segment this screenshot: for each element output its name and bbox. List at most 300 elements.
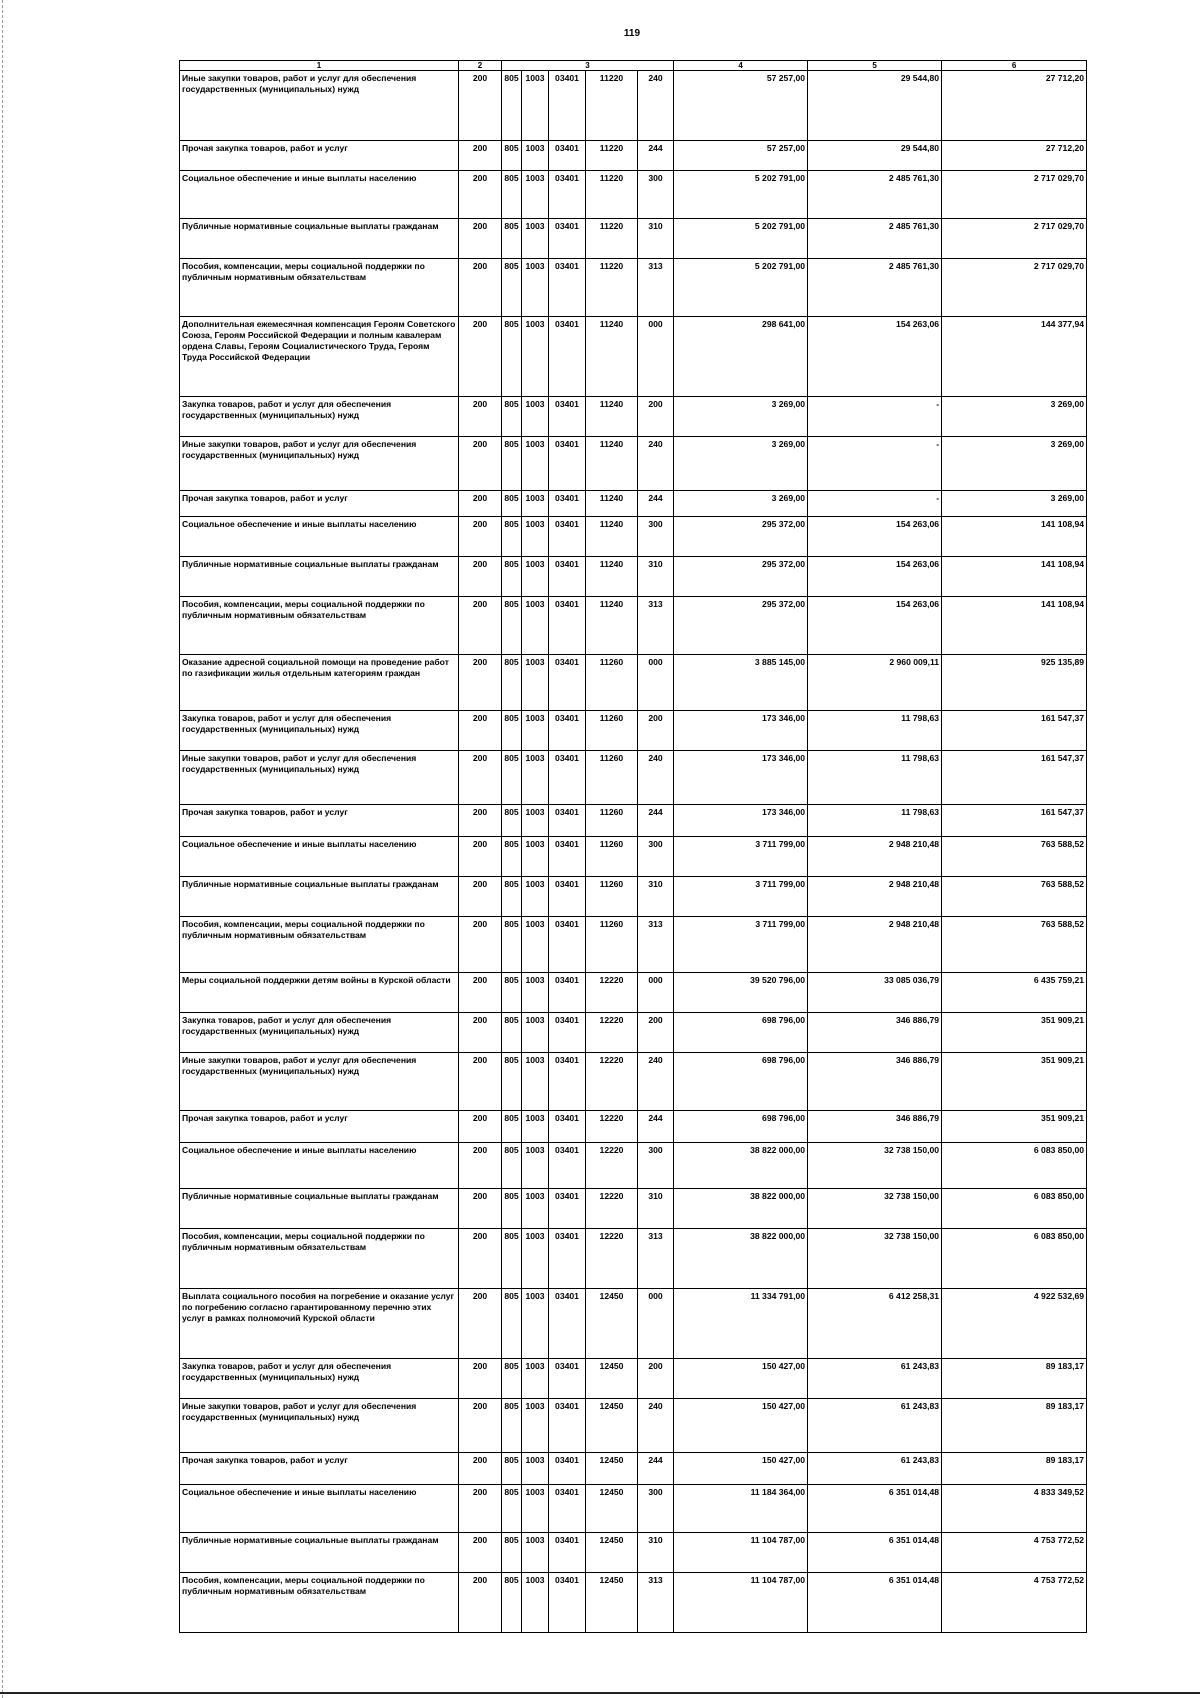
row-executed-amount-cell: 6 351 014,48 (808, 1485, 942, 1533)
row-executed-amount-cell: - (808, 491, 942, 517)
row-direction-code-cell: 12450 (586, 1289, 638, 1359)
row-program-code-cell: 03401 (549, 1453, 586, 1485)
row-program-code-cell: 03401 (549, 973, 586, 1013)
table-row (180, 557, 1087, 597)
row-code-1003-cell: 1003 (522, 751, 549, 805)
row-remaining-amount-cell: 6 435 759,21 (942, 973, 1087, 1013)
row-admin-code-cell: 200 (459, 1533, 502, 1573)
row-planned-amount-cell: 3 885 145,00 (674, 655, 808, 711)
row-admin-code-cell: 200 (459, 71, 502, 141)
table-row (180, 1229, 1087, 1289)
row-executed-amount-cell: 2 948 210,48 (808, 837, 942, 877)
row-direction-code-cell: 12450 (586, 1399, 638, 1453)
row-admin-code-cell: 200 (459, 1359, 502, 1399)
row-expense-type-cell: 300 (638, 171, 674, 219)
table-row (180, 171, 1087, 219)
row-program-code-cell: 03401 (549, 1053, 586, 1111)
row-planned-amount-cell: 173 346,00 (674, 751, 808, 805)
row-executed-amount-cell: 2 485 761,30 (808, 219, 942, 259)
row-code-805-cell: 805 (502, 711, 522, 751)
row-code-1003-cell: 1003 (522, 1359, 549, 1399)
row-name-cell: Закупка товаров, работ и услуг для обеспечения государственных (муниципальных) нужд (180, 711, 459, 751)
row-expense-type-cell: 200 (638, 1013, 674, 1053)
row-expense-type-cell: 244 (638, 141, 674, 171)
row-admin-code-cell: 200 (459, 219, 502, 259)
row-code-1003-cell: 1003 (522, 491, 549, 517)
row-remaining-amount-cell: 351 909,21 (942, 1111, 1087, 1143)
table-row (180, 1453, 1087, 1485)
row-direction-code-cell: 11220 (586, 219, 638, 259)
row-code-805-cell: 805 (502, 597, 522, 655)
scan-margin-line (2, 0, 3, 1698)
row-program-code-cell: 03401 (549, 141, 586, 171)
row-name-cell: Публичные нормативные социальные выплаты гражданам (180, 1189, 459, 1229)
row-program-code-cell: 03401 (549, 219, 586, 259)
row-name-cell: Социальное обеспечение и иные выплаты населению (180, 1485, 459, 1533)
row-executed-amount-cell: 32 738 150,00 (808, 1189, 942, 1229)
table-row (180, 437, 1087, 491)
row-code-805-cell: 805 (502, 1533, 522, 1573)
row-expense-type-cell: 310 (638, 1189, 674, 1229)
row-program-code-cell: 03401 (549, 1143, 586, 1189)
row-direction-code-cell: 11240 (586, 597, 638, 655)
row-code-1003-cell: 1003 (522, 517, 549, 557)
row-admin-code-cell: 200 (459, 655, 502, 711)
table-row (180, 1399, 1087, 1453)
row-code-1003-cell: 1003 (522, 655, 549, 711)
table-row (180, 397, 1087, 437)
row-direction-code-cell: 11260 (586, 711, 638, 751)
row-program-code-cell: 03401 (549, 1399, 586, 1453)
row-executed-amount-cell: 2 948 210,48 (808, 877, 942, 917)
row-code-1003-cell: 1003 (522, 1143, 549, 1189)
table-row (180, 1111, 1087, 1143)
row-code-805-cell: 805 (502, 655, 522, 711)
row-program-code-cell: 03401 (549, 1111, 586, 1143)
row-code-1003-cell: 1003 (522, 557, 549, 597)
row-remaining-amount-cell: 141 108,94 (942, 597, 1087, 655)
row-expense-type-cell: 240 (638, 71, 674, 141)
row-name-cell: Прочая закупка товаров, работ и услуг (180, 1111, 459, 1143)
table-row (180, 655, 1087, 711)
row-name-cell: Иные закупки товаров, работ и услуг для обеспечения государственных (муниципальных) нужд (180, 751, 459, 805)
header-col-5: 5 (808, 61, 942, 71)
row-executed-amount-cell: 32 738 150,00 (808, 1229, 942, 1289)
row-code-1003-cell: 1003 (522, 711, 549, 751)
row-direction-code-cell: 12220 (586, 1189, 638, 1229)
row-direction-code-cell: 12220 (586, 973, 638, 1013)
row-planned-amount-cell: 11 334 791,00 (674, 1289, 808, 1359)
row-code-805-cell: 805 (502, 1143, 522, 1189)
row-direction-code-cell: 12220 (586, 1143, 638, 1189)
row-program-code-cell: 03401 (549, 397, 586, 437)
table-row (180, 973, 1087, 1013)
row-expense-type-cell: 000 (638, 317, 674, 397)
row-code-1003-cell: 1003 (522, 1289, 549, 1359)
row-expense-type-cell: 200 (638, 711, 674, 751)
row-executed-amount-cell: 32 738 150,00 (808, 1143, 942, 1189)
row-code-1003-cell: 1003 (522, 259, 549, 317)
row-code-805-cell: 805 (502, 751, 522, 805)
table-row (180, 837, 1087, 877)
row-code-1003-cell: 1003 (522, 973, 549, 1013)
row-expense-type-cell: 200 (638, 397, 674, 437)
row-name-cell: Социальное обеспечение и иные выплаты населению (180, 837, 459, 877)
row-remaining-amount-cell: 763 588,52 (942, 877, 1087, 917)
row-code-805-cell: 805 (502, 1453, 522, 1485)
row-remaining-amount-cell: 6 083 850,00 (942, 1143, 1087, 1189)
row-name-cell: Пособия, компенсации, меры социальной поддержки по публичным нормативным обязательствам (180, 259, 459, 317)
row-name-cell: Прочая закупка товаров, работ и услуг (180, 141, 459, 171)
row-executed-amount-cell: 154 263,06 (808, 517, 942, 557)
row-planned-amount-cell: 3 711 799,00 (674, 837, 808, 877)
row-planned-amount-cell: 38 822 000,00 (674, 1229, 808, 1289)
row-remaining-amount-cell: 2 717 029,70 (942, 219, 1087, 259)
row-remaining-amount-cell: 89 183,17 (942, 1399, 1087, 1453)
row-code-1003-cell: 1003 (522, 317, 549, 397)
row-program-code-cell: 03401 (549, 171, 586, 219)
row-program-code-cell: 03401 (549, 1189, 586, 1229)
row-program-code-cell: 03401 (549, 751, 586, 805)
row-remaining-amount-cell: 27 712,20 (942, 71, 1087, 141)
row-expense-type-cell: 240 (638, 1053, 674, 1111)
row-executed-amount-cell: 61 243,83 (808, 1399, 942, 1453)
row-executed-amount-cell: 2 485 761,30 (808, 171, 942, 219)
table-row (180, 1053, 1087, 1111)
table-row (180, 71, 1087, 141)
row-admin-code-cell: 200 (459, 1013, 502, 1053)
row-program-code-cell: 03401 (549, 437, 586, 491)
row-remaining-amount-cell: 925 135,89 (942, 655, 1087, 711)
row-direction-code-cell: 11260 (586, 837, 638, 877)
row-code-805-cell: 805 (502, 517, 522, 557)
row-expense-type-cell: 310 (638, 1533, 674, 1573)
row-admin-code-cell: 200 (459, 491, 502, 517)
row-planned-amount-cell: 39 520 796,00 (674, 973, 808, 1013)
row-direction-code-cell: 11240 (586, 317, 638, 397)
row-planned-amount-cell: 3 269,00 (674, 397, 808, 437)
row-expense-type-cell: 244 (638, 491, 674, 517)
row-planned-amount-cell: 698 796,00 (674, 1013, 808, 1053)
row-code-1003-cell: 1003 (522, 437, 549, 491)
row-name-cell: Прочая закупка товаров, работ и услуг (180, 491, 459, 517)
row-executed-amount-cell: 154 263,06 (808, 597, 942, 655)
row-code-1003-cell: 1003 (522, 1013, 549, 1053)
row-expense-type-cell: 300 (638, 1485, 674, 1533)
row-remaining-amount-cell: 89 183,17 (942, 1453, 1087, 1485)
row-executed-amount-cell: 11 798,63 (808, 711, 942, 751)
row-expense-type-cell: 300 (638, 517, 674, 557)
row-planned-amount-cell: 295 372,00 (674, 557, 808, 597)
header-col-3: 3 (502, 61, 674, 71)
row-code-1003-cell: 1003 (522, 1533, 549, 1573)
row-admin-code-cell: 200 (459, 397, 502, 437)
table-row (180, 1485, 1087, 1533)
row-code-805-cell: 805 (502, 171, 522, 219)
row-name-cell: Публичные нормативные социальные выплаты гражданам (180, 877, 459, 917)
row-direction-code-cell: 11240 (586, 557, 638, 597)
row-code-1003-cell: 1003 (522, 171, 549, 219)
row-executed-amount-cell: 61 243,83 (808, 1359, 942, 1399)
row-executed-amount-cell: 154 263,06 (808, 317, 942, 397)
row-code-805-cell: 805 (502, 1189, 522, 1229)
row-name-cell: Социальное обеспечение и иные выплаты населению (180, 1143, 459, 1189)
row-admin-code-cell: 200 (459, 805, 502, 837)
row-admin-code-cell: 200 (459, 1053, 502, 1111)
row-code-805-cell: 805 (502, 917, 522, 973)
row-executed-amount-cell: 346 886,79 (808, 1053, 942, 1111)
row-admin-code-cell: 200 (459, 973, 502, 1013)
row-direction-code-cell: 12220 (586, 1013, 638, 1053)
row-planned-amount-cell: 5 202 791,00 (674, 259, 808, 317)
row-remaining-amount-cell: 6 083 850,00 (942, 1229, 1087, 1289)
row-name-cell: Закупка товаров, работ и услуг для обеспечения государственных (муниципальных) нужд (180, 1013, 459, 1053)
row-planned-amount-cell: 57 257,00 (674, 141, 808, 171)
row-admin-code-cell: 200 (459, 1485, 502, 1533)
row-executed-amount-cell: 154 263,06 (808, 557, 942, 597)
page-bottom-rule (0, 1692, 1200, 1694)
page-number: 119 (623, 28, 641, 39)
row-direction-code-cell: 12220 (586, 1229, 638, 1289)
header-col-6: 6 (942, 61, 1087, 71)
row-admin-code-cell: 200 (459, 751, 502, 805)
table-body (180, 61, 1087, 1633)
row-direction-code-cell: 11240 (586, 517, 638, 557)
row-program-code-cell: 03401 (549, 517, 586, 557)
row-expense-type-cell: 000 (638, 973, 674, 1013)
row-code-1003-cell: 1003 (522, 1399, 549, 1453)
row-expense-type-cell: 310 (638, 219, 674, 259)
row-direction-code-cell: 11240 (586, 437, 638, 491)
row-executed-amount-cell: 2 960 009,11 (808, 655, 942, 711)
table-row (180, 1533, 1087, 1573)
row-admin-code-cell: 200 (459, 1573, 502, 1633)
row-code-805-cell: 805 (502, 71, 522, 141)
row-code-805-cell: 805 (502, 557, 522, 597)
row-name-cell: Пособия, компенсации, меры социальной поддержки по публичным нормативным обязательствам (180, 917, 459, 973)
row-name-cell: Публичные нормативные социальные выплаты гражданам (180, 1533, 459, 1573)
row-planned-amount-cell: 11 104 787,00 (674, 1533, 808, 1573)
row-remaining-amount-cell: 763 588,52 (942, 837, 1087, 877)
row-admin-code-cell: 200 (459, 1453, 502, 1485)
row-expense-type-cell: 313 (638, 597, 674, 655)
row-program-code-cell: 03401 (549, 917, 586, 973)
row-code-805-cell: 805 (502, 317, 522, 397)
row-program-code-cell: 03401 (549, 557, 586, 597)
row-remaining-amount-cell: 161 547,37 (942, 751, 1087, 805)
row-executed-amount-cell: 346 886,79 (808, 1111, 942, 1143)
row-program-code-cell: 03401 (549, 1533, 586, 1573)
row-program-code-cell: 03401 (549, 259, 586, 317)
row-program-code-cell: 03401 (549, 1289, 586, 1359)
row-code-1003-cell: 1003 (522, 219, 549, 259)
row-code-805-cell: 805 (502, 1573, 522, 1633)
row-code-805-cell: 805 (502, 491, 522, 517)
row-planned-amount-cell: 3 711 799,00 (674, 877, 808, 917)
row-direction-code-cell: 11220 (586, 141, 638, 171)
row-admin-code-cell: 200 (459, 917, 502, 973)
row-admin-code-cell: 200 (459, 877, 502, 917)
row-admin-code-cell: 200 (459, 1289, 502, 1359)
row-remaining-amount-cell: 144 377,94 (942, 317, 1087, 397)
table-row (180, 259, 1087, 317)
row-program-code-cell: 03401 (549, 317, 586, 397)
row-name-cell: Иные закупки товаров, работ и услуг для обеспечения государственных (муниципальных) нужд (180, 1053, 459, 1111)
row-executed-amount-cell: 11 798,63 (808, 751, 942, 805)
row-direction-code-cell: 11240 (586, 491, 638, 517)
row-remaining-amount-cell: 4 833 349,52 (942, 1485, 1087, 1533)
row-code-805-cell: 805 (502, 1359, 522, 1399)
row-remaining-amount-cell: 27 712,20 (942, 141, 1087, 171)
row-direction-code-cell: 11220 (586, 71, 638, 141)
row-name-cell: Прочая закупка товаров, работ и услуг (180, 805, 459, 837)
row-code-805-cell: 805 (502, 397, 522, 437)
row-executed-amount-cell: 29 544,80 (808, 141, 942, 171)
row-name-cell: Дополнительная ежемесячная компенсация Героям Советского Союза, Героям Российской Федерации и полным кавалерам ордена Славы, Героям Социалистического Труда, Героям Труда Российской Федерации (180, 317, 459, 397)
row-expense-type-cell: 240 (638, 751, 674, 805)
row-code-1003-cell: 1003 (522, 1229, 549, 1289)
row-program-code-cell: 03401 (549, 655, 586, 711)
row-remaining-amount-cell: 6 083 850,00 (942, 1189, 1087, 1229)
row-name-cell: Публичные нормативные социальные выплаты гражданам (180, 219, 459, 259)
row-direction-code-cell: 11220 (586, 259, 638, 317)
row-name-cell: Социальное обеспечение и иные выплаты населению (180, 171, 459, 219)
row-expense-type-cell: 313 (638, 917, 674, 973)
row-executed-amount-cell: 11 798,63 (808, 805, 942, 837)
row-code-805-cell: 805 (502, 1111, 522, 1143)
row-code-805-cell: 805 (502, 805, 522, 837)
row-direction-code-cell: 12450 (586, 1359, 638, 1399)
row-admin-code-cell: 200 (459, 141, 502, 171)
table-row (180, 491, 1087, 517)
table-row (180, 141, 1087, 171)
table-row (180, 219, 1087, 259)
row-planned-amount-cell: 11 104 787,00 (674, 1573, 808, 1633)
row-expense-type-cell: 200 (638, 1359, 674, 1399)
table-row (180, 1013, 1087, 1053)
row-program-code-cell: 03401 (549, 837, 586, 877)
row-executed-amount-cell: 6 412 258,31 (808, 1289, 942, 1359)
row-code-805-cell: 805 (502, 141, 522, 171)
row-remaining-amount-cell: 4 922 532,69 (942, 1289, 1087, 1359)
table-row (180, 517, 1087, 557)
row-remaining-amount-cell: 4 753 772,52 (942, 1573, 1087, 1633)
row-executed-amount-cell: - (808, 397, 942, 437)
row-name-cell: Закупка товаров, работ и услуг для обеспечения государственных (муниципальных) нужд (180, 397, 459, 437)
row-direction-code-cell: 11260 (586, 751, 638, 805)
row-code-1003-cell: 1003 (522, 837, 549, 877)
row-name-cell: Закупка товаров, работ и услуг для обеспечения государственных (муниципальных) нужд (180, 1359, 459, 1399)
table-row (180, 597, 1087, 655)
row-expense-type-cell: 313 (638, 1229, 674, 1289)
row-direction-code-cell: 12450 (586, 1573, 638, 1633)
row-code-805-cell: 805 (502, 877, 522, 917)
row-expense-type-cell: 300 (638, 837, 674, 877)
row-planned-amount-cell: 698 796,00 (674, 1053, 808, 1111)
row-admin-code-cell: 200 (459, 1143, 502, 1189)
row-admin-code-cell: 200 (459, 837, 502, 877)
row-code-805-cell: 805 (502, 837, 522, 877)
row-remaining-amount-cell: 4 753 772,52 (942, 1533, 1087, 1573)
row-planned-amount-cell: 298 641,00 (674, 317, 808, 397)
row-admin-code-cell: 200 (459, 317, 502, 397)
row-program-code-cell: 03401 (549, 1359, 586, 1399)
row-planned-amount-cell: 5 202 791,00 (674, 219, 808, 259)
row-name-cell: Иные закупки товаров, работ и услуг для обеспечения государственных (муниципальных) нужд (180, 71, 459, 141)
row-planned-amount-cell: 150 427,00 (674, 1453, 808, 1485)
row-code-1003-cell: 1003 (522, 1053, 549, 1111)
row-expense-type-cell: 313 (638, 259, 674, 317)
row-name-cell: Пособия, компенсации, меры социальной поддержки по публичным нормативным обязательствам (180, 597, 459, 655)
row-expense-type-cell: 244 (638, 1111, 674, 1143)
row-name-cell: Социальное обеспечение и иные выплаты населению (180, 517, 459, 557)
row-executed-amount-cell: 6 351 014,48 (808, 1573, 942, 1633)
row-direction-code-cell: 11260 (586, 877, 638, 917)
row-executed-amount-cell: 346 886,79 (808, 1013, 942, 1053)
row-code-1003-cell: 1003 (522, 917, 549, 973)
row-remaining-amount-cell: 351 909,21 (942, 1053, 1087, 1111)
row-planned-amount-cell: 5 202 791,00 (674, 171, 808, 219)
row-expense-type-cell: 000 (638, 655, 674, 711)
row-code-805-cell: 805 (502, 1053, 522, 1111)
row-program-code-cell: 03401 (549, 1229, 586, 1289)
row-planned-amount-cell: 38 822 000,00 (674, 1189, 808, 1229)
row-code-1003-cell: 1003 (522, 597, 549, 655)
row-admin-code-cell: 200 (459, 1189, 502, 1229)
row-code-805-cell: 805 (502, 1399, 522, 1453)
row-admin-code-cell: 200 (459, 1111, 502, 1143)
row-name-cell: Оказание адресной социальной помощи на проведение работ по газификации жилья отдельным категориям граждан (180, 655, 459, 711)
row-direction-code-cell: 12450 (586, 1533, 638, 1573)
row-code-1003-cell: 1003 (522, 805, 549, 837)
row-planned-amount-cell: 38 822 000,00 (674, 1143, 808, 1189)
row-planned-amount-cell: 295 372,00 (674, 517, 808, 557)
row-expense-type-cell: 310 (638, 877, 674, 917)
row-planned-amount-cell: 173 346,00 (674, 805, 808, 837)
row-program-code-cell: 03401 (549, 597, 586, 655)
row-code-1003-cell: 1003 (522, 397, 549, 437)
row-program-code-cell: 03401 (549, 877, 586, 917)
row-code-1003-cell: 1003 (522, 1189, 549, 1229)
row-code-1003-cell: 1003 (522, 1485, 549, 1533)
row-program-code-cell: 03401 (549, 71, 586, 141)
row-executed-amount-cell: 33 085 036,79 (808, 973, 942, 1013)
table-row (180, 317, 1087, 397)
row-name-cell: Выплата социального пособия на погребение и оказание услуг по погребению согласно гарантированному перечню этих услуг в рамках полномочий Курской области (180, 1289, 459, 1359)
table-row (180, 877, 1087, 917)
row-direction-code-cell: 11260 (586, 917, 638, 973)
row-admin-code-cell: 200 (459, 1229, 502, 1289)
table-row (180, 751, 1087, 805)
row-code-1003-cell: 1003 (522, 1453, 549, 1485)
row-expense-type-cell: 000 (638, 1289, 674, 1359)
row-admin-code-cell: 200 (459, 1399, 502, 1453)
row-planned-amount-cell: 3 711 799,00 (674, 917, 808, 973)
row-name-cell: Публичные нормативные социальные выплаты гражданам (180, 557, 459, 597)
row-executed-amount-cell: - (808, 437, 942, 491)
header-row (180, 61, 1087, 71)
table-row (180, 1289, 1087, 1359)
row-name-cell: Иные закупки товаров, работ и услуг для обеспечения государственных (муниципальных) нужд (180, 437, 459, 491)
row-admin-code-cell: 200 (459, 557, 502, 597)
row-direction-code-cell: 11260 (586, 655, 638, 711)
table-row (180, 805, 1087, 837)
row-executed-amount-cell: 6 351 014,48 (808, 1533, 942, 1573)
row-code-1003-cell: 1003 (522, 1573, 549, 1633)
row-code-1003-cell: 1003 (522, 141, 549, 171)
row-direction-code-cell: 12450 (586, 1453, 638, 1485)
row-planned-amount-cell: 698 796,00 (674, 1111, 808, 1143)
